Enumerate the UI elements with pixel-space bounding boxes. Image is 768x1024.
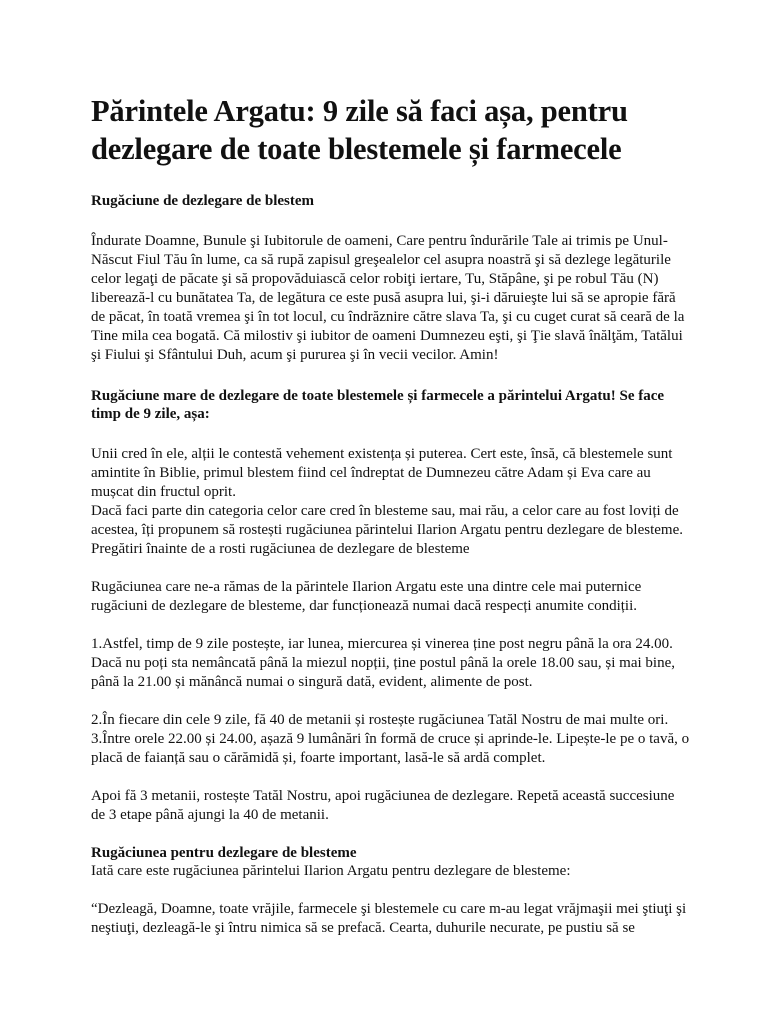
article: [91, 92, 691, 938]
repeat-paragraph: Apoi fă 3 metanii, rostește Tatăl Nostru, apoi rugăciunea de dezlegare. Repetă această succesiune de 3 etape până ajungi la 40 de metanii.: [91, 788, 675, 823]
prayer-paragraph: Îndurate Doamne, Bunule şi Iubitorule de oameni, Care pentru îndurările Tale ai trimis pe Unul-Născut Fiul Tău în lume, ca să rupă zapisul greşealelor cel asupra noastră şi să dezlege legăturile celor legaţi de păcate şi să propovăduiască celor robiţi iertare, Tu, Stăpâne, şi pe robul Tău (N) liberează-l cu bunătatea Ta, de legătura ce este pusă asupra lui, şi-i dăruieşte lui să se apropie fără de păcat, în toată vremea şi în tot locul, cu îndrăznire către slava Ta, şi cu cuget curat să ceară de la Tine mila cea bogată. Că milostiv şi iubitor de oameni Dumnezeu eşti, şi Ţie slavă înălţăm, Tatălui şi Fiului şi Sfântului Duh, acum şi pururea şi în vecii vecilor. Amin!: [91, 233, 685, 363]
conditions-paragraph: Rugăciunea care ne-a rămas de la părintele Ilarion Argatu este una dintre cele mai puternice rugăciuni de dezlegare de blesteme, dar funcționează numai dacă respecți anumite condiții.: [91, 579, 642, 614]
preparations-line: Pregătiri înainte de a rosti rugăciunea de dezlegare de blesteme: [91, 541, 470, 557]
intro-paragraph: Unii cred în ele, alții le contestă vehement existența și puterea. Cert este, însă, că blestemele sunt amintite în Biblie, primul blestem fiind cel îndreptat de Dumnezeu către Adam și Eva care au mușcat din fructul oprit.: [91, 446, 673, 500]
step-2: 2.În fiecare din cele 9 zile, fă 40 de metanii și rostește rugăciunea Tatăl Nostru de mai multe ori.: [91, 712, 669, 728]
article-title: Părintele Argatu: 9 zile să faci așa, pentru dezlegare de toate blestemele și farmecele: [91, 94, 628, 166]
prayer-quote: “Dezleagă, Doamne, toate vrăjile, farmecele şi blestemele cu care m-au legat vrăjmaşii mei ştiuţi şi neştiuţi, dezleagă-le şi întru nimica să se prefacă. Cearta, duhurile necurate, pe pustiu să se: [91, 901, 687, 936]
section-heading-rugaciune-mare: Rugăciune mare de dezlegare de toate blestemele și farmecele a părintelui Argatu! Se face timp de 9 zile, așa:: [91, 388, 665, 422]
intro-paragraph-2: Dacă faci parte din categoria celor care cred în blesteme sau, mai rău, a celor care au fost loviți de acestea, îți propunem să rostești rugăciunea părintelui Ilarion Argatu pentru dezlegare de blesteme.: [91, 503, 683, 538]
step-3: 3.Între orele 22.00 și 24.00, așază 9 lumânări în formă de cruce și aprinde-le. Lipește-le pe o tavă, o placă de faianță sau o cărămidă și, foarte important, lasă-le să ardă complet.: [91, 731, 690, 766]
prayer-intro: Iată care este rugăciunea părintelui Ilarion Argatu pentru dezlegare de blesteme:: [91, 863, 571, 879]
step-1: 1.Astfel, timp de 9 zile postește, iar lunea, miercurea și vinerea ține post negru până la ora 24.00. Dacă nu poți sta nemâncată până la miezul nopții, ține postul până la orele 18.00 sau, și mai bine, până la 21.00 și mănâncă numai o singură dată, evident, alimente de post.: [91, 636, 675, 690]
section-heading-dezlegare: Rugăciune de dezlegare de blestem: [91, 193, 315, 209]
section-heading-rugaciunea: Rugăciunea pentru dezlegare de blesteme: [91, 845, 357, 861]
